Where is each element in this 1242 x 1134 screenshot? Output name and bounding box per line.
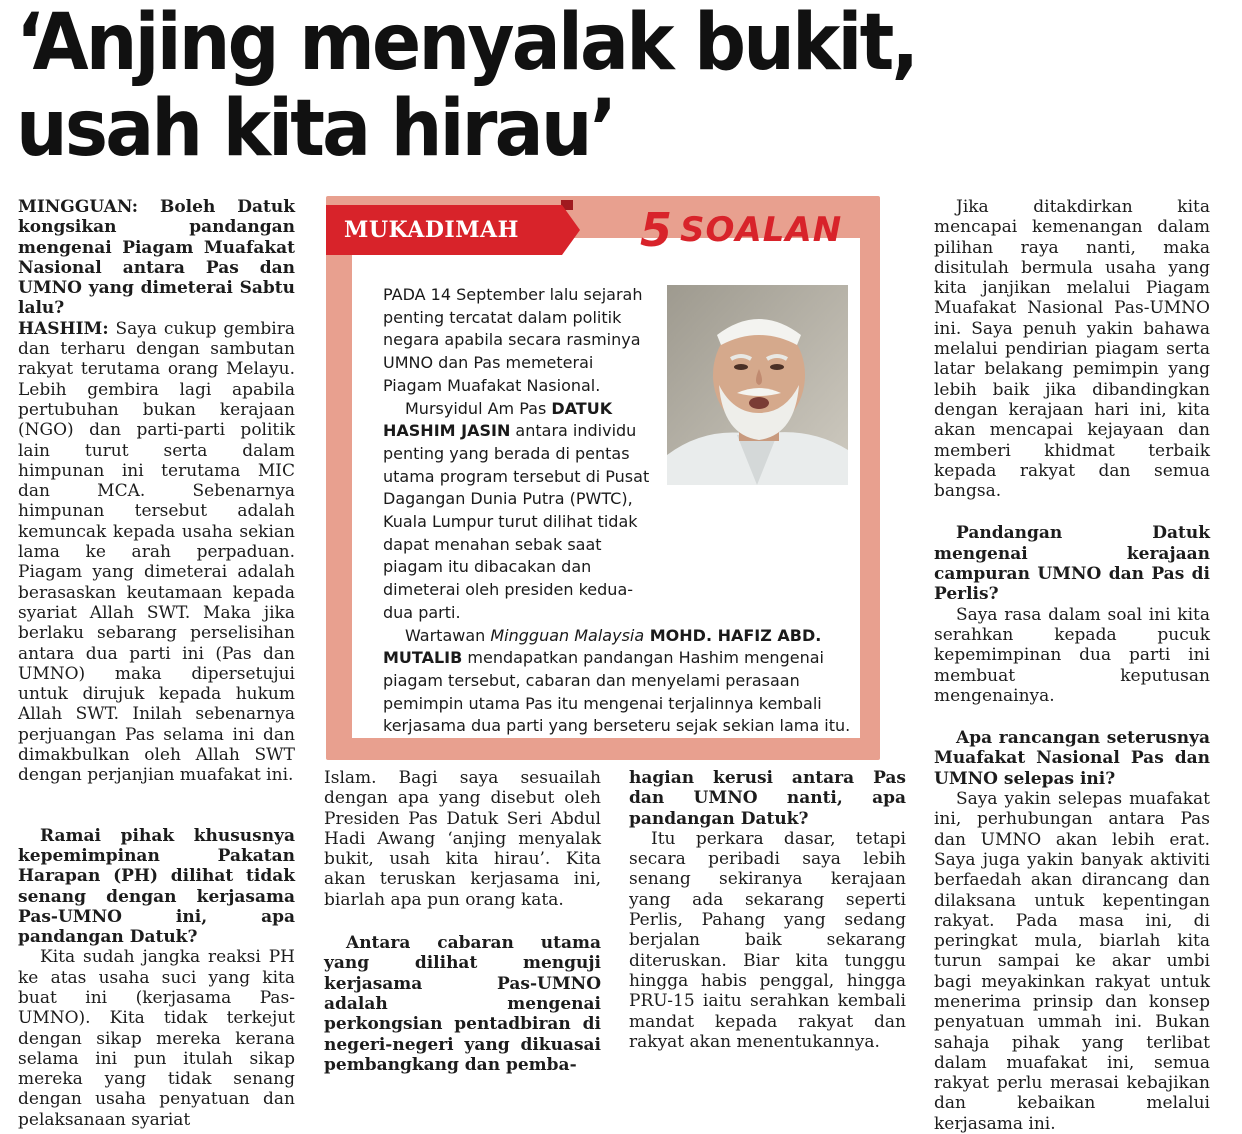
question-1: MINGGUAN: Boleh Datuk kongsikan pandangan mengenai Piagam Muafakat Nasional antara Pas dan UMNO yang dimeterai Sabtu lalu? bbox=[18, 197, 295, 319]
answer-4: Saya rasa dalam soal ini kita serahkan kepada pucuk kepemimpinan dua parti ini membuat keputusan mengenainya. bbox=[934, 604, 1210, 706]
headline bbox=[16, 0, 916, 172]
answer-3: Itu perkara dasar, tetapi secara peribadi saya lebih senang sekiranya kerajaan yang ada sekarang seperti Perlis, Pahang yang sedang berjalan baik sekarang diteruskan. Biar kita tunggu hingga habis penggal, hingga PRU-15 iaitu serahkan kembali mandat kepada rakyat dan rakyat akan menentukannya. bbox=[629, 828, 906, 1052]
answer-5: Saya yakin selepas muafakat ini, perhubungan antara Pas dan UMNO akan lebih erat. Saya juga yakin banyak aktiviti berfaedah akan dirancang dan dilaksana untuk kepentingan rakyat. Pada masa ini, di peringkat mula, biarlah kita turun sampai ke akar umbi bagi meyakinkan rakyat untuk menerima prinsip dan konsep penyatuan ummah ini. Bukan sahaja pihak yang terlibat dalam muafakat ini, semua rakyat perlu merasai kebajikan dan kebaikan melalui kerjasama ini. bbox=[934, 789, 1210, 1134]
intro-paragraph-3: Wartawan Mingguan Malaysia MOHD. HAFIZ ABD. MUTALIB mendapatkan pandangan Hashim mengenai piagam tersebut, cabaran dan menyelami perasaan pemimpin utama Pas itu mengenai terjalinnya kembali kerjasama dua parti yang berseteru sejak sekian lama itu. bbox=[383, 625, 851, 736]
answer-3-continued: Jika ditakdirkan kita mencapai kemenangan dalam pilihan raya nanti, maka disitulah bermula usaha yang kita janjikan melalui Piagam Muafakat Nasional Pas-UMNO ini. Saya penuh yakin bahawa melalui pendirian piagam serta latar belakang pemimpin yang lebih baik jika dibandingkan dengan kerajaan hari ini, kita akan mencapai kejayaan dan memberi khidmat terbaik kepada rakyat dan semua bangsa. bbox=[934, 197, 1210, 502]
question-3-continued: hagian kerusi antara Pas dan UMNO nanti, apa pandangan Datuk? bbox=[629, 768, 906, 829]
article-column-4 bbox=[934, 197, 1210, 1134]
article-column-1 bbox=[18, 197, 295, 1130]
question-5: Apa rancangan seterusnya Muafakat Nasional Pas dan UMNO selepas ini? bbox=[934, 728, 1210, 789]
interviewee-label: HASHIM: bbox=[18, 318, 109, 339]
badge-word: SOALAN bbox=[680, 210, 843, 250]
badge-number: 5 bbox=[640, 203, 673, 257]
mukadimah-tab: MUKADIMAH bbox=[326, 205, 562, 255]
answer-2: Kita sudah jangka reaksi PH ke atas usaha suci yang kita buat ini (kerjasama Pas-UMNO). Kita tidak terkejut dengan sikap mereka kerana selama ini pun itulah sikap mereka yang tidak senang dengan usaha penyatuan dan pelaksanaan syariat bbox=[18, 947, 295, 1130]
tab-arrow bbox=[562, 205, 580, 255]
article-column-2 bbox=[324, 768, 601, 1075]
headline-line-2: usah kita hirau’ bbox=[16, 84, 615, 174]
article-column-3 bbox=[629, 768, 906, 1052]
answer-2-continued: Islam. Bagi saya sesuailah dengan apa yang disebut oleh Presiden Pas Datuk Seri Abdul Hadi Awang ‘anjing menyalak bukit, usah kita hirau’. Kita akan teruskan kerjasama ini, biarlah apa pun orang kata. bbox=[324, 768, 601, 910]
name-reporter: MOHD. HAFIZ ABD. MUTALIB bbox=[383, 625, 822, 668]
interviewer-label: MINGGUAN: bbox=[18, 197, 139, 217]
publication-name: Mingguan Malaysia bbox=[490, 625, 645, 645]
intro-paragraph-1: PADA 14 September lalu sejarah penting tercatat dalam politik negara apabila secara rasminya UMNO dan Pas memeterai Piagam Muafakat Nasional. bbox=[383, 285, 643, 395]
name-hashim: DATUK HASHIM JASIN bbox=[383, 398, 613, 441]
intro-paragraph-2: Mursyidul Am Pas DATUK HASHIM JASIN antara individu penting yang berada di pentas utama program tersebut di Pusat Dagangan Dunia Putra (PWTC), Kuala Lumpur turut dilihat tidak dapat menahan sebak saat piagam itu dibacakan dan dimeterai oleh presiden kedua-dua parti. bbox=[383, 398, 650, 622]
headline-line-1: ‘Anjing menyalak bukit, bbox=[16, 0, 917, 88]
answer-1: HASHIM: Saya cukup gembira dan terharu dengan sambutan rakyat terutama orang Melayu. Lebih gembira lagi apabila pertubuhan bukan kerajaan (NGO) dan parti-parti politik lain turut serta dalam himpunan ini terutama MIC dan MCA. Sebenarnya himpunan tersebut adalah kemuncak kepada usaha sekian lama ke arah perpaduan. Piagam yang dimeterai adalah berasaskan keutamaan kepada syariat Allah SWT. Maka jika berlaku sebarang perselisihan antara dua parti ini (Pas dan UMNO) maka dipersetujui untuk dirujuk kepada hukum Allah SWT. Inilah sebenarnya perjuangan Pas selama ini dan dimakbulkan oleh Allah SWT dengan perjanjian muafakat ini. bbox=[18, 318, 295, 786]
mukadimah-text bbox=[383, 284, 853, 738]
question-4: Pandangan Datuk mengenai kerajaan campuran UMNO dan Pas di Perlis? bbox=[934, 523, 1210, 605]
question-3: Antara cabaran utama yang dilihat menguji kerjasama Pas-UMNO adalah mengenai perkongsian pentadbiran di negeri-negeri yang dikuasai pembangkang dan pemba- bbox=[324, 933, 601, 1075]
five-questions-badge bbox=[640, 202, 842, 258]
question-2: Ramai pihak khususnya kepemimpinan Pakatan Harapan (PH) dilihat tidak senang dengan kerjasama Pas-UMNO ini, apa pandangan Datuk? bbox=[18, 825, 295, 948]
